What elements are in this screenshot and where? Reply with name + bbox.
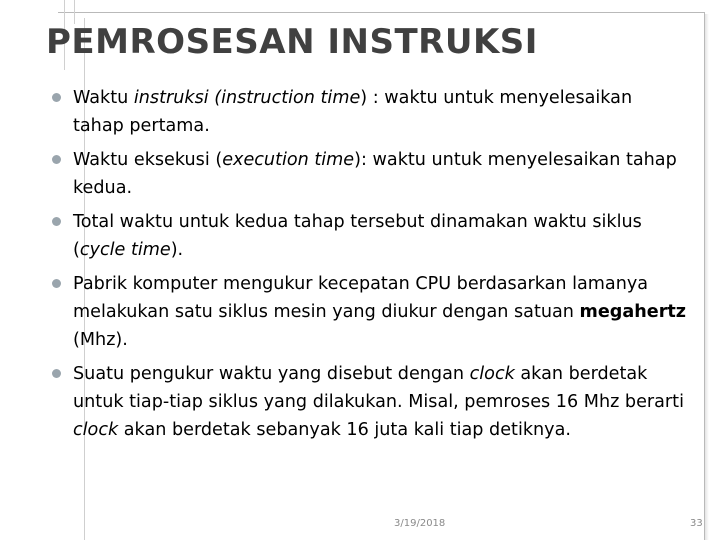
bullet-text-run: Waktu <box>73 88 134 108</box>
bullet-dot-icon <box>52 279 61 288</box>
bullet-text-run: ) : waktu untuk menyelesaikan tahap pertama. <box>73 88 633 136</box>
bullet-item <box>48 146 688 202</box>
bullet-text-run: cycle time <box>79 240 171 260</box>
footer-date: 3/19/2018 <box>394 518 446 529</box>
bullet-dot-icon <box>52 155 61 164</box>
bullet-text-run: (Mhz). <box>73 330 128 350</box>
bullet-text-run: Suatu pengukur waktu yang disebut dengan <box>73 364 470 384</box>
bullet-text-run: ). <box>170 240 184 260</box>
frame-shadow <box>705 14 709 540</box>
bullet-item <box>48 84 688 140</box>
bullet-dot-icon <box>52 217 61 226</box>
slide-title: PEMROSESAN INSTRUKSI <box>46 22 538 62</box>
bullet-text-run: instruksi (instruction time <box>133 88 361 108</box>
frame-top-line <box>58 12 704 13</box>
bullet-text-run: Total waktu untuk kedua tahap tersebut dinamakan waktu siklus ( <box>73 212 642 260</box>
bullet-text-run: clock <box>469 364 515 384</box>
bullet-text-run: ): waktu untuk menyelesaikan tahap kedua. <box>73 150 677 198</box>
bullet-item <box>48 270 688 354</box>
bullet-text-run: execution time <box>222 150 355 170</box>
bullet-text-run: megahertz <box>579 302 687 322</box>
frame-left-line-2 <box>74 0 75 24</box>
bullet-dot-icon <box>52 369 61 378</box>
bullet-text-run: clock <box>73 420 119 440</box>
bullet-text-run: akan berdetak untuk tiap-tiap siklus yang dilakukan. Misal, pemroses 16 Mhz berarti <box>73 364 684 412</box>
bullet-text-run: akan berdetak sebanyak 16 juta kali tiap detiknya. <box>118 420 571 440</box>
bullet-text-run: Pabrik komputer mengukur kecepatan CPU berdasarkan lamanya melakukan satu siklus mesin yang diukur dengan satuan <box>73 274 649 322</box>
bullet-list <box>48 84 688 450</box>
bullet-dot-icon <box>52 93 61 102</box>
bullet-item <box>48 360 688 444</box>
page-number: 33 <box>690 518 703 529</box>
bullet-item <box>48 208 688 264</box>
bullet-text-run: Waktu eksekusi ( <box>73 150 223 170</box>
